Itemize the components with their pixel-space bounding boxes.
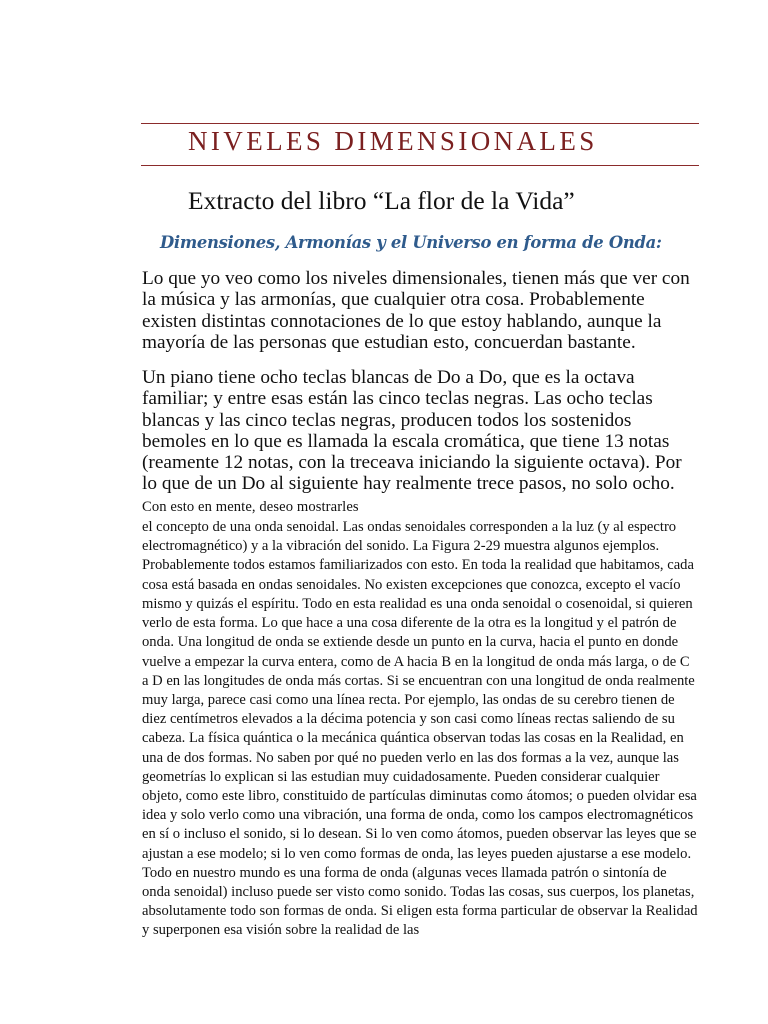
paragraph-2-inline: Con esto en mente, deseo mostrarles <box>142 498 359 515</box>
paragraph-2-lead: Un piano tiene ocho teclas blancas de Do a Do, que es la octava familiar; y entre esas están las cinco teclas negras. Las ocho teclas blancas y las cinco teclas negras, producen todos los sostenidos bemoles en lo que es llamada la escala cromática, que tiene 13 notas (reamente 12 notas, con la treceava iniciando la siguiente octava). Por lo que de un Do al siguiente hay realmente trece pasos, no solo ocho. <box>142 367 682 495</box>
section-heading: Dimensiones, Armonías y el Universo en forma de Onda: <box>160 233 662 252</box>
title-top-rule <box>141 123 699 124</box>
paragraph-1: Lo que yo veo como los niveles dimensionales, tienen más que ver con la música y las armonías, que cualquier otra cosa. Probablemente existen distintas connotaciones de lo que estoy hablando, aunque la mayoría de las personas que estudian esto, concuerdan bastante. <box>142 268 690 353</box>
page-title: NIVELES DIMENSIONALES <box>188 126 598 156</box>
title-bottom-rule <box>141 165 699 166</box>
paragraph-2-rest: el concepto de una onda senoidal. Las ondas senoidales corresponden a la luz (y al espectro electromagnético) y a la vibración del sonido. La Figura 2-29 muestra algunos ejemplos. Probablemente todos estamos familiarizados con esto. En toda la realidad que habitamos, cada cosa está basada en ondas senoidales. No existen excepciones que conozca, excepto el vacío mismo y quizás el espíritu. Todo en esta realidad es una onda senoidal o cosenoidal, si quieren verlo de esta forma. Lo que hace a una cosa diferente de la otra es la longitud y el patrón de onda. Una longitud de onda se extiende desde un punto en la curva, hacia el punto en donde vuelve a empezar la curva entera, como de A hacia B en la longitud de onda más larga, o de C a D en las longitudes de onda más cortas. Si se encuentran con una longitud de onda realmente muy larga, parece casi como una línea recta. Por ejemplo, las ondas de su cerebro tienen de diez centímetros elevados a la décima potencia y son casi como líneas rectas saliendo de su cabeza. La física quántica o la mecánica quántica observan todas las cosas en la Realidad, en una de dos formas. No saben por qué no pueden verlo en las dos formas a la vez, aunque las geometrías lo explican si las estudian muy cuidadosamente. Pueden considerar cualquier objeto, como este libro, constituido de partículas diminutas como átomos; o pueden olvidar esa idea y solo verlo como una vibración, una forma de onda, como los campos electromagnéticos en sí o incluso el sonido, si lo desean. Si lo ven como átomos, pueden observar las leyes que se ajustan a ese modelo; si lo ven como formas de onda, las leyes pueden ajustarse a ese modelo. Todo en nuestro mundo es una forma de onda (algunas veces llamada patrón o sintonía de onda senoidal) incluso puede ser visto como sonido. Todas las cosas, sus cuerpos, los planetas, absolutamente todo son formas de onda. Si eligen esta forma particular de observar la Realidad y superponen esa visión sobre la realidad de las <box>142 519 698 939</box>
page-subtitle: Extracto del libro “La flor de la Vida” <box>188 186 575 215</box>
paragraph-2 <box>142 367 698 941</box>
